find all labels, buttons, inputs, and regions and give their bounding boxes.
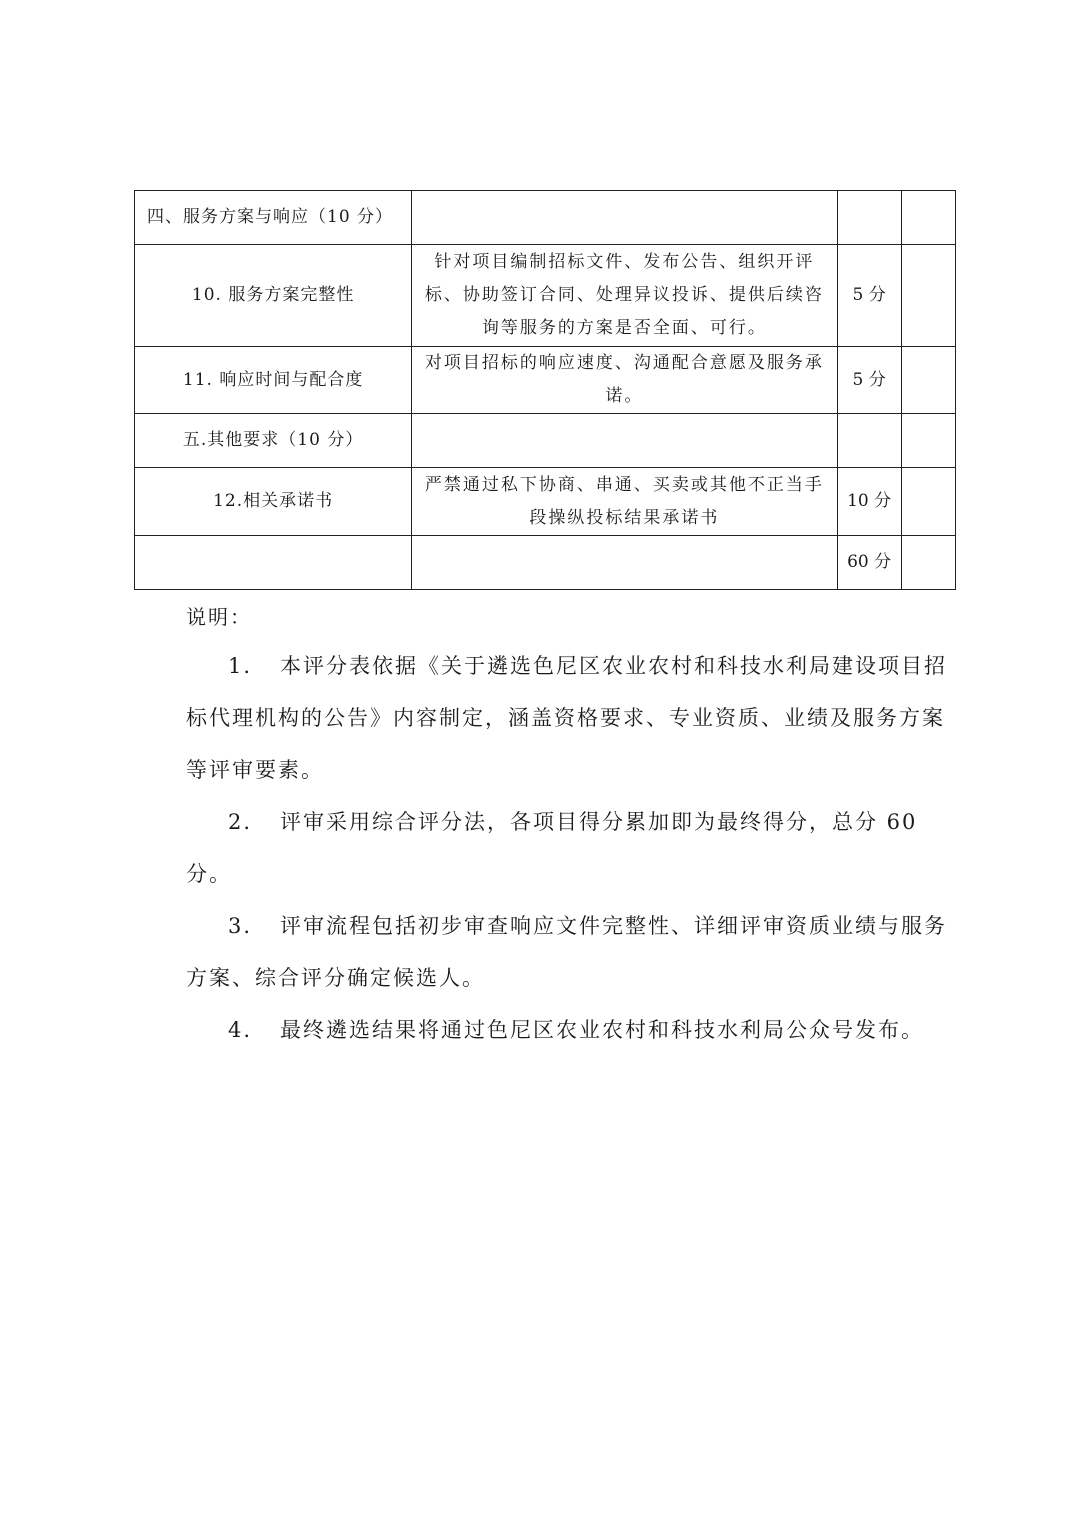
note-item	[186, 640, 950, 796]
score-value: 5 分	[837, 347, 901, 414]
note-text: 评审流程包括初步审查响应文件完整性、详细评审资质业绩与服务方案、综合评分确定候选人。	[186, 914, 947, 990]
criteria-description	[412, 191, 837, 245]
criteria-name: 11. 响应时间与配合度	[135, 347, 412, 414]
note-number: 4.	[228, 1018, 253, 1042]
awarded-score	[901, 191, 955, 245]
table-row-total	[135, 536, 956, 590]
table-row	[135, 191, 956, 245]
note-item	[186, 1004, 950, 1056]
note-number: 3.	[228, 914, 253, 938]
note-item	[186, 900, 950, 1004]
notes-section	[186, 600, 950, 1056]
criteria-name: 12.相关承诺书	[135, 468, 412, 536]
criteria-description: 严禁通过私下协商、串通、买卖或其他不正当手段操纵投标结果承诺书	[412, 468, 837, 536]
note-text: 本评分表依据《关于遴选色尼区农业农村和科技水利局建设项目招标代理机构的公告》内容制定，涵盖资格要求、专业资质、业绩及服务方案等评审要素。	[186, 654, 947, 782]
score-value: 10 分	[837, 468, 901, 536]
table-row	[135, 347, 956, 414]
score-value	[837, 191, 901, 245]
scoring-table	[134, 190, 956, 590]
note-text: 最终遴选结果将通过色尼区农业农村和科技水利局公众号发布。	[280, 1018, 924, 1042]
score-value: 5 分	[837, 245, 901, 347]
awarded-score	[901, 347, 955, 414]
awarded-score	[901, 245, 955, 347]
criteria-description: 针对项目编制招标文件、发布公告、组织开评标、协助签订合同、处理异议投诉、提供后续咨询等服务的方案是否全面、可行。	[412, 245, 837, 347]
table-row	[135, 468, 956, 536]
section-title: 四、服务方案与响应（10 分）	[135, 191, 412, 245]
awarded-score	[901, 468, 955, 536]
total-description	[412, 536, 837, 590]
note-number: 2.	[228, 810, 253, 834]
criteria-name: 10. 服务方案完整性	[135, 245, 412, 347]
note-number: 1.	[228, 654, 253, 678]
table-row	[135, 245, 956, 347]
score-value	[837, 414, 901, 468]
note-text: 评审采用综合评分法，各项目得分累加即为最终得分，总分 60 分。	[186, 810, 918, 886]
criteria-description	[412, 414, 837, 468]
table-row	[135, 414, 956, 468]
awarded-score	[901, 414, 955, 468]
section-title: 五.其他要求（10 分）	[135, 414, 412, 468]
notes-heading: 说明：	[186, 605, 252, 629]
total-score: 60 分	[837, 536, 901, 590]
note-item	[186, 796, 950, 900]
awarded-total	[901, 536, 955, 590]
criteria-description: 对项目招标的响应速度、沟通配合意愿及服务承诺。	[412, 347, 837, 414]
total-label	[135, 536, 412, 590]
